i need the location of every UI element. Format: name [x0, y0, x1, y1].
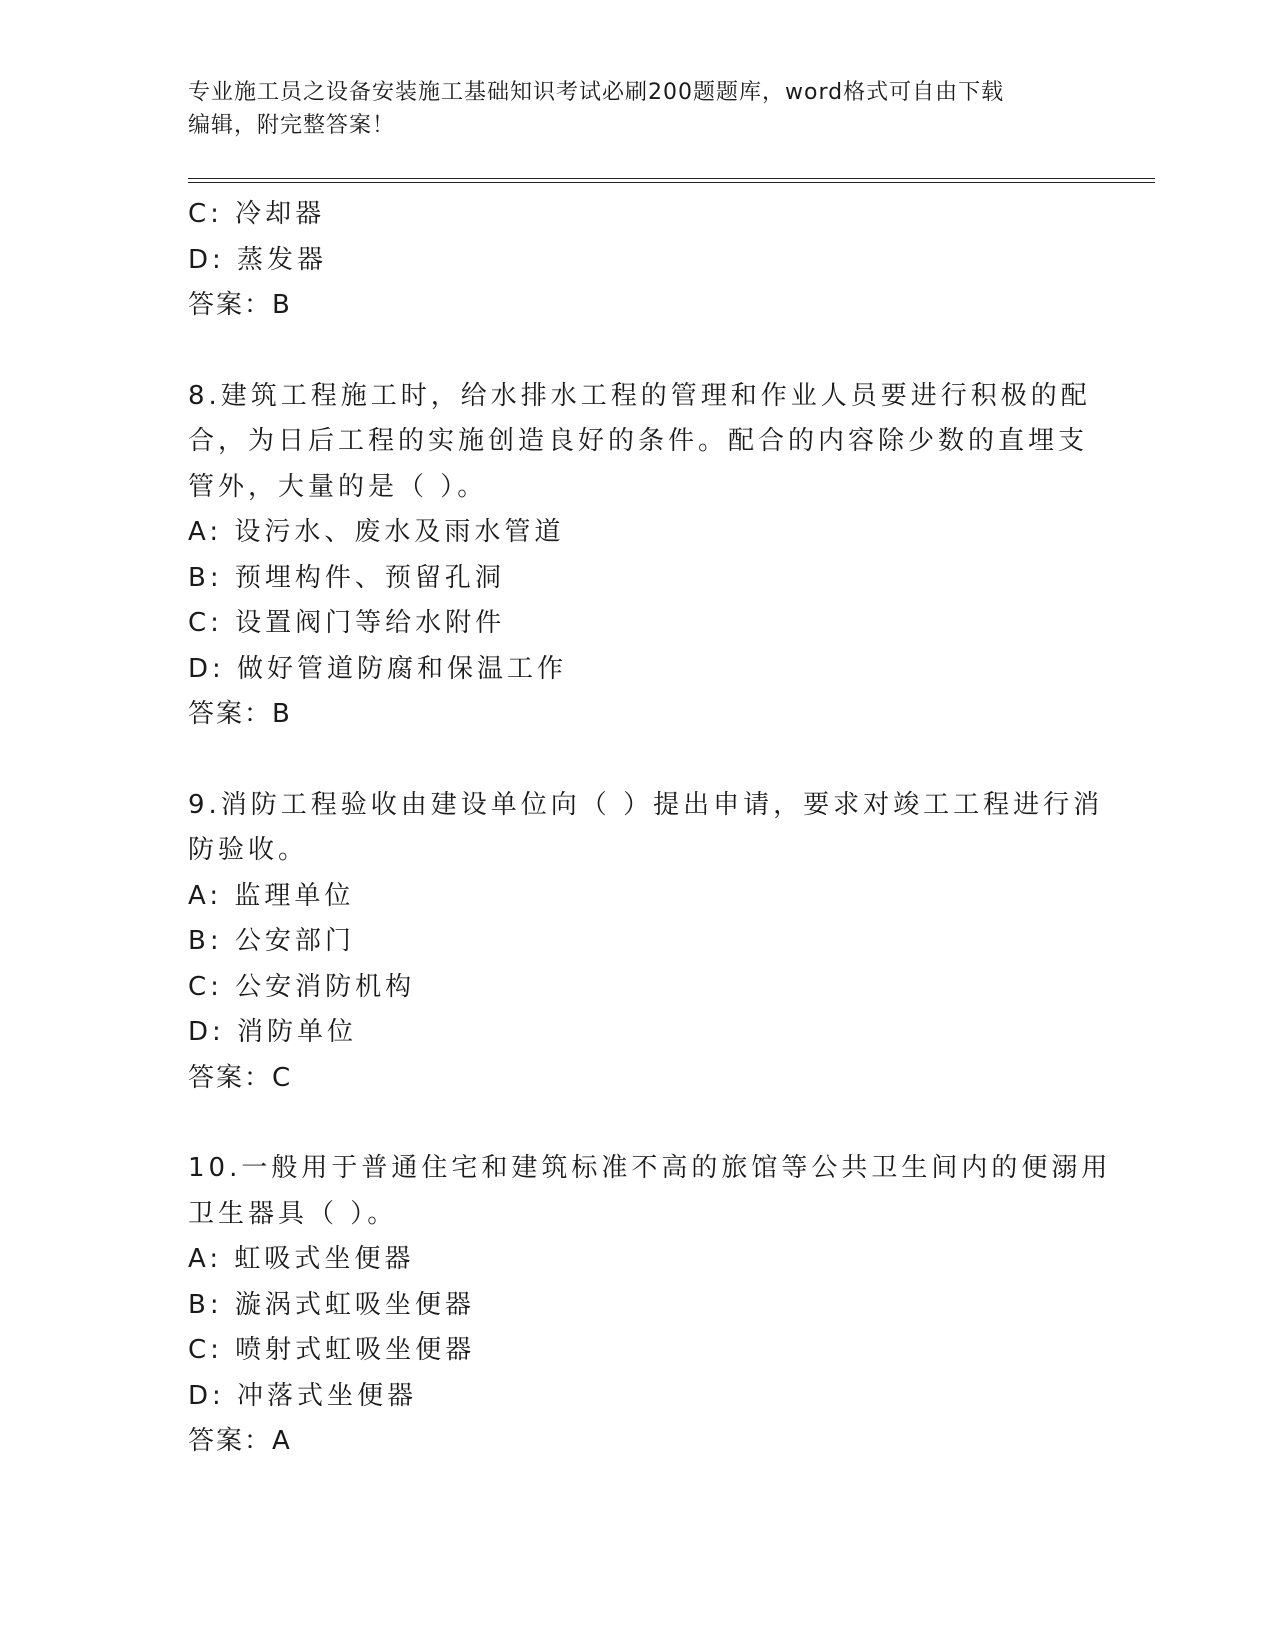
- option-d: D: 做好管道防腐和保温工作: [188, 653, 568, 684]
- question-text-line: 8.建筑工程施工时，给水排水工程的管理和作业人员要进行积极的配: [188, 380, 1091, 411]
- document-header: [188, 76, 1088, 142]
- option-c: C: 设置阀门等给水附件: [188, 608, 506, 638]
- option-c: C: 喷射式虹吸坐便器: [188, 1335, 476, 1365]
- option-d: D: 冲落式坐便器: [188, 1380, 418, 1411]
- header-line-2: 编辑，附完整答案！: [188, 113, 396, 138]
- option-b: B: 漩涡式虹吸坐便器: [188, 1289, 475, 1320]
- question-text-line: 卫生器具（ ）。: [188, 1198, 398, 1229]
- answer-line: 答案：A: [188, 1426, 292, 1456]
- option-d: D: 蒸发器: [188, 244, 328, 275]
- option-b: B: 预埋构件、预留孔洞: [188, 562, 505, 593]
- question-text-line: 防验收。: [188, 835, 309, 865]
- document-body: [188, 192, 1112, 1465]
- question-8: [188, 374, 1091, 738]
- option-a: A: 虹吸式坐便器: [188, 1244, 415, 1274]
- question-9: [188, 783, 1104, 1102]
- option-c: C: 公安消防机构: [188, 971, 416, 1002]
- partial-question: [188, 192, 1088, 329]
- question-text-line: 合，为日后工程的实施创造良好的条件。配合的内容除少数的直埋支: [188, 426, 1089, 456]
- option-a: A: 监理单位: [188, 880, 355, 911]
- question-text-line: 9.消防工程验收由建设单位向（ ）提出申请，要求对竣工工程进行消: [188, 789, 1104, 820]
- answer-line: 答案：B: [188, 290, 292, 320]
- question-10: [188, 1146, 1112, 1465]
- header-divider: [188, 178, 1155, 183]
- header-line-1: 专业施工员之设备安装施工基础知识考试必刷200题题库，word格式可自由下载: [188, 80, 1005, 105]
- question-text-line: 10.一般用于普通住宅和建筑标准不高的旅馆等公共卫生间内的便溺用: [188, 1153, 1112, 1183]
- answer-line: 答案：C: [188, 1062, 293, 1093]
- option-a: A: 设污水、废水及雨水管道: [188, 517, 565, 547]
- question-text-line: 管外，大量的是（ ）。: [188, 471, 488, 502]
- option-b: B: 公安部门: [188, 926, 355, 956]
- option-d: D: 消防单位: [188, 1017, 358, 1047]
- answer-line: 答案：B: [188, 699, 292, 729]
- option-c: C: 冷却器: [188, 199, 326, 229]
